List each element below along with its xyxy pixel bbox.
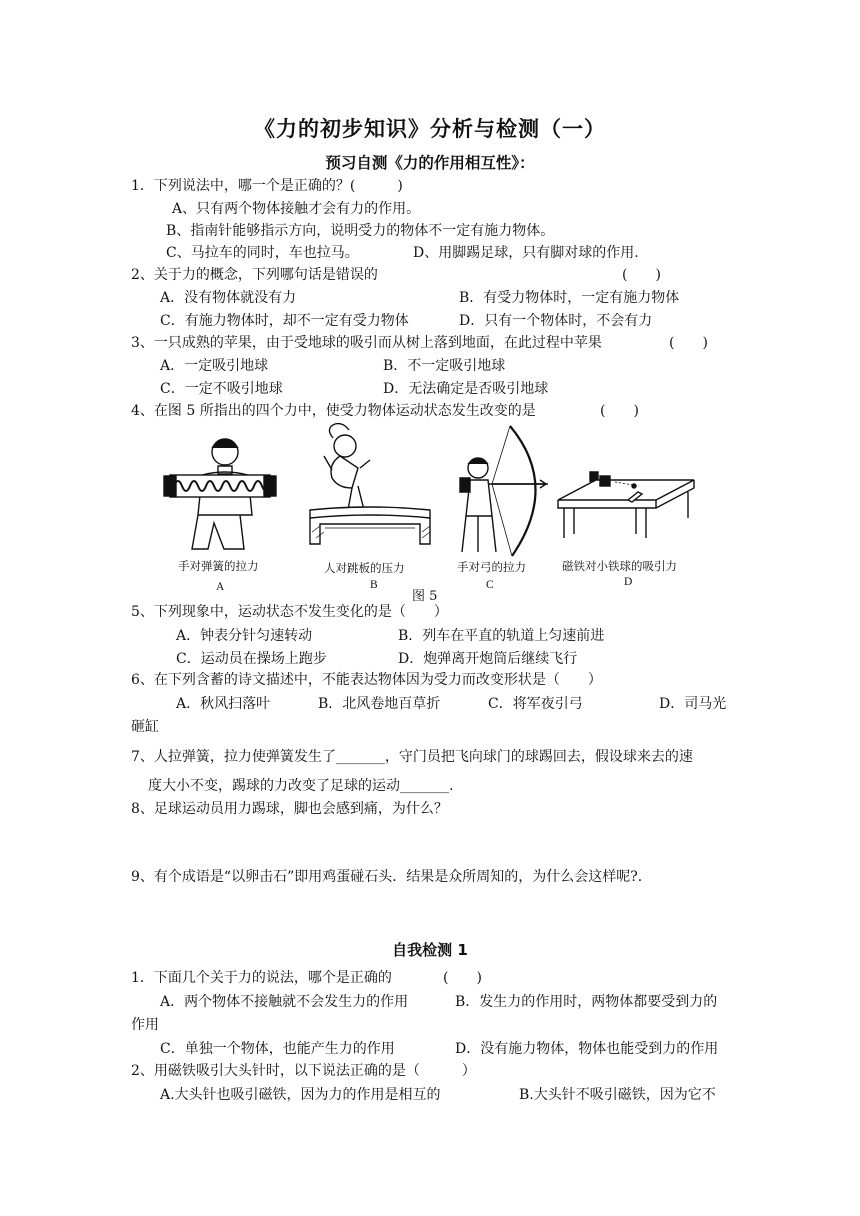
- illustration-c-bow-archer: [460, 426, 548, 556]
- q3-stem: 3、一只成熟的苹果，由于受地球的吸引而从树上落到地面，在此过程中苹果: [131, 335, 602, 351]
- figure-letter-b: B: [370, 579, 378, 591]
- s1-stem: 1．下面几个关于力的说法，哪个是正确的: [131, 970, 392, 986]
- s2-option-a: A.大头针也吸引磁铁，因为力的作用是相互的: [160, 1087, 441, 1103]
- q5-option-b: B．列车在平直的轨道上匀速前进: [398, 628, 605, 644]
- s2-option-b: B.大头针不吸引磁铁，因为它不: [519, 1087, 716, 1103]
- s1-option-d: D．没有施力物体，物体也能受到力的作用: [455, 1041, 719, 1057]
- s2-stem: 2、用磁铁吸引大头针时，以下说法正确的是（ ）: [131, 1063, 476, 1079]
- figure-label: 图 5: [412, 589, 438, 604]
- q1-option-a: A、只有两个物体接触才会有力的作用。: [172, 201, 421, 217]
- figure-caption-c: 手对弓的拉力: [457, 562, 526, 574]
- q3-option-b: B．不一定吸引地球: [383, 358, 506, 374]
- q6-option-b: B．北风卷地百草折: [318, 696, 441, 712]
- q6-option-a: A．秋风扫落叶: [176, 696, 271, 712]
- q7-line-1: 7、人拉弹簧，拉力使弹簧发生了_______，守门员把飞向球门的球踢回去，假设球来去的速: [131, 749, 693, 765]
- q1-option-d: D、用脚踢足球，只有脚对球的作用.: [413, 245, 639, 261]
- q1-stem: 1．下列说法中，哪一个是正确的？( ): [131, 178, 403, 194]
- q3-paren: ( ): [669, 335, 708, 351]
- q2-option-a: A．没有物体就没有力: [160, 290, 297, 306]
- q3-option-d: D．无法确定是否吸引地球: [383, 381, 549, 397]
- figure-letter-a: A: [216, 581, 225, 593]
- q4-paren: ( ): [600, 403, 639, 419]
- q4-stem: 4、在图 5 所指出的四个力中，使受力物体运动状态发生改变的是: [131, 403, 536, 419]
- s1-option-a: A．两个物体不接触就不会发生力的作用: [160, 994, 409, 1010]
- q2-option-d: D．只有一个物体时，不会有力: [459, 313, 653, 329]
- illustration-a-spring-stretch: [164, 439, 276, 549]
- illustration-b-diving-board: [310, 424, 430, 544]
- q1-option-c: C、马拉车的同时，车也拉马。: [166, 245, 359, 261]
- q7-line-2: 度大小不变，踢球的力改变了足球的运动_______.: [148, 778, 454, 794]
- figure-letter-c: C: [486, 579, 494, 591]
- q2-option-b: B．有受力物体时，一定有施力物体: [459, 290, 680, 306]
- page-title: 《力的初步知识》分析与检测（一）: [254, 117, 606, 141]
- figure-caption-b: 人对跳板的压力: [324, 563, 405, 575]
- q5-option-a: A．钟表分针匀速转动: [176, 628, 313, 644]
- illustration-d-magnet-ball: [558, 472, 694, 538]
- s1-paren: ( ): [443, 970, 482, 986]
- q6-stem: 6、在下列含蓄的诗文描述中，不能表达物体因为受力而改变形状是（ ）: [131, 672, 602, 688]
- q6-option-d: D．司马光: [659, 696, 727, 712]
- q1-option-b: B、指南针能够指示方向，说明受力的物体不一定有施力物体。: [166, 223, 555, 239]
- q5-option-c: C．运动员在操场上跑步: [176, 651, 327, 667]
- s1-option-b-continued: 作用: [131, 1017, 159, 1033]
- s1-option-b: B．发生力的作用时，两物体都要受到力的: [455, 994, 718, 1010]
- q6-option-c: C．将军夜引弓: [488, 696, 583, 712]
- section-subtitle: 预习自测《力的作用相互性》：: [325, 154, 535, 172]
- figure-letter-d: D: [624, 576, 633, 588]
- q8-question: 8、足球运动员用力踢球，脚也会感到痛，为什么？: [131, 801, 448, 817]
- q2-stem: 2、关于力的概念，下列哪句话是错误的: [131, 267, 378, 283]
- figure-5-illustrations: [160, 420, 700, 570]
- q6-option-d-continued: 砸缸: [131, 719, 159, 735]
- q5-stem: 5、下列现象中，运动状态不发生变化的是（ ）: [131, 604, 448, 620]
- figure-caption-a: 手对弹簧的拉力: [178, 561, 259, 573]
- q2-option-c: C．有施力物体时，却不一定有受力物体: [160, 313, 409, 329]
- section-2-title: 自我检测 1: [392, 941, 468, 959]
- q3-option-a: A．一定吸引地球: [160, 358, 269, 374]
- s1-option-c: C．单独一个物体，也能产生力的作用: [160, 1041, 395, 1057]
- q3-option-c: C．一定不吸引地球: [160, 381, 283, 397]
- q2-paren: ( ): [622, 267, 661, 283]
- q5-option-d: D．炮弹离开炮筒后继续飞行: [398, 651, 578, 667]
- figure-caption-d: 磁铁对小铁球的吸引力: [562, 561, 677, 573]
- q9-question: 9、有个成语是“以卵击石”即用鸡蛋碰石头．结果是众所周知的，为什么会这样呢?.: [131, 869, 643, 885]
